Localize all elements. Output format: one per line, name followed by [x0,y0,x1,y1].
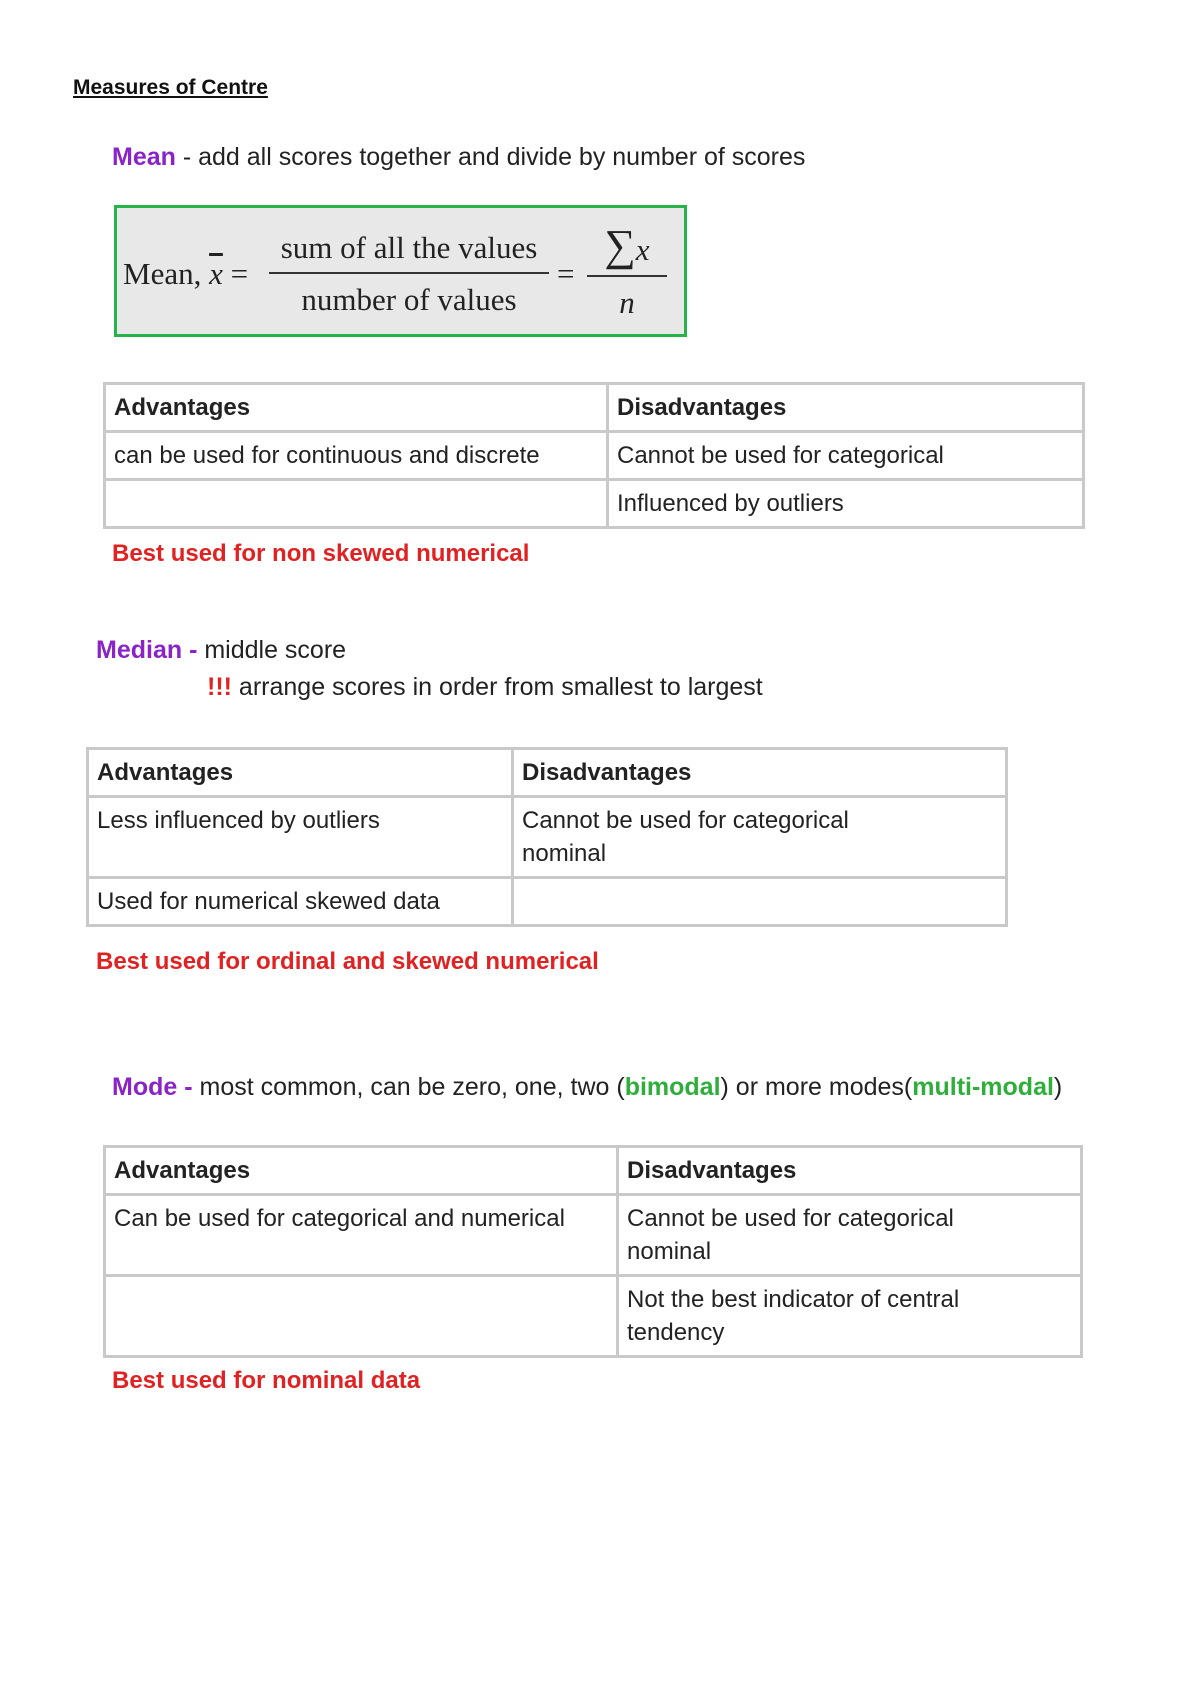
mean-description: - add all scores together and divide by number of scores [175,143,806,171]
table-header-advantages: Advantages [105,1147,618,1195]
formula-denominator: number of values [301,282,517,317]
table-row [88,797,1007,878]
table-cell: Not the best indicator of central tendency [618,1276,1082,1357]
table-row [105,480,1084,528]
median-note [207,673,763,702]
table-row [105,1147,1082,1195]
mode-heading [112,1073,1062,1102]
table-header-advantages: Advantages [105,384,608,432]
table-cell: Cannot be used for categorical nominal [513,797,1007,878]
table-cell: Influenced by outliers [608,480,1084,528]
table-header-disadvantages: Disadvantages [608,384,1084,432]
formula-numerator: sum of all the values [269,230,549,274]
table-cell: Cannot be used for categorical nominal [618,1195,1082,1276]
table-cell: Can be used for categorical and numerical [105,1195,618,1276]
table-row [105,384,1084,432]
mode-multimodal: multi-modal [912,1073,1054,1101]
mode-best-used: Best used for nominal data [112,1367,421,1394]
median-description: middle score [204,636,347,664]
mode-bimodal: bimodal [624,1073,721,1101]
formula-x: x [635,232,650,267]
median-note-text: arrange scores in order from smallest to largest [231,673,763,701]
table-header-disadvantages: Disadvantages [618,1147,1082,1195]
table-cell [105,480,608,528]
page-title: Measures of Centre [73,76,268,99]
mean-formula-box [114,205,687,337]
mean-table [103,382,1085,529]
table-cell: Used for numerical skewed data [88,878,513,926]
median-heading [96,636,346,665]
table-row [105,1276,1082,1357]
table-cell [513,878,1007,926]
mode-description-3: ) [1053,1073,1063,1101]
mode-term: Mode - [112,1073,200,1101]
median-best-used: Best used for ordinal and skewed numerical [96,948,599,975]
table-row [105,432,1084,480]
formula-fraction [269,230,549,318]
table-header-advantages: Advantages [88,749,513,797]
mode-description-1: most common, can be zero, one, two ( [199,1073,625,1101]
formula-sigma-fraction [587,220,667,321]
table-cell: Cannot be used for categorical [608,432,1084,480]
median-table [86,747,1008,927]
x-bar-symbol: $\overline{x}$ [209,256,223,291]
mode-description-2: ) or more modes( [720,1073,913,1101]
mean-formula [117,208,684,334]
formula-lhs: Mean, $\overline{x}$ = [123,256,249,291]
formula-n: n [619,285,635,320]
table-row [105,1195,1082,1276]
median-term: Median - [96,636,205,664]
table-row [88,749,1007,797]
table-cell: can be used for continuous and discrete [105,432,608,480]
formula-equals: = [557,256,575,291]
mean-heading [112,143,805,172]
mean-best-used: Best used for non skewed numerical [112,540,530,567]
mean-term: Mean [112,143,176,171]
table-cell: Less influenced by outliers [88,797,513,878]
sigma-symbol: ∑ [604,221,636,270]
table-cell [105,1276,618,1357]
table-row [88,878,1007,926]
table-header-disadvantages: Disadvantages [513,749,1007,797]
mode-table [103,1145,1083,1358]
median-note-mark: !!! [207,673,232,701]
